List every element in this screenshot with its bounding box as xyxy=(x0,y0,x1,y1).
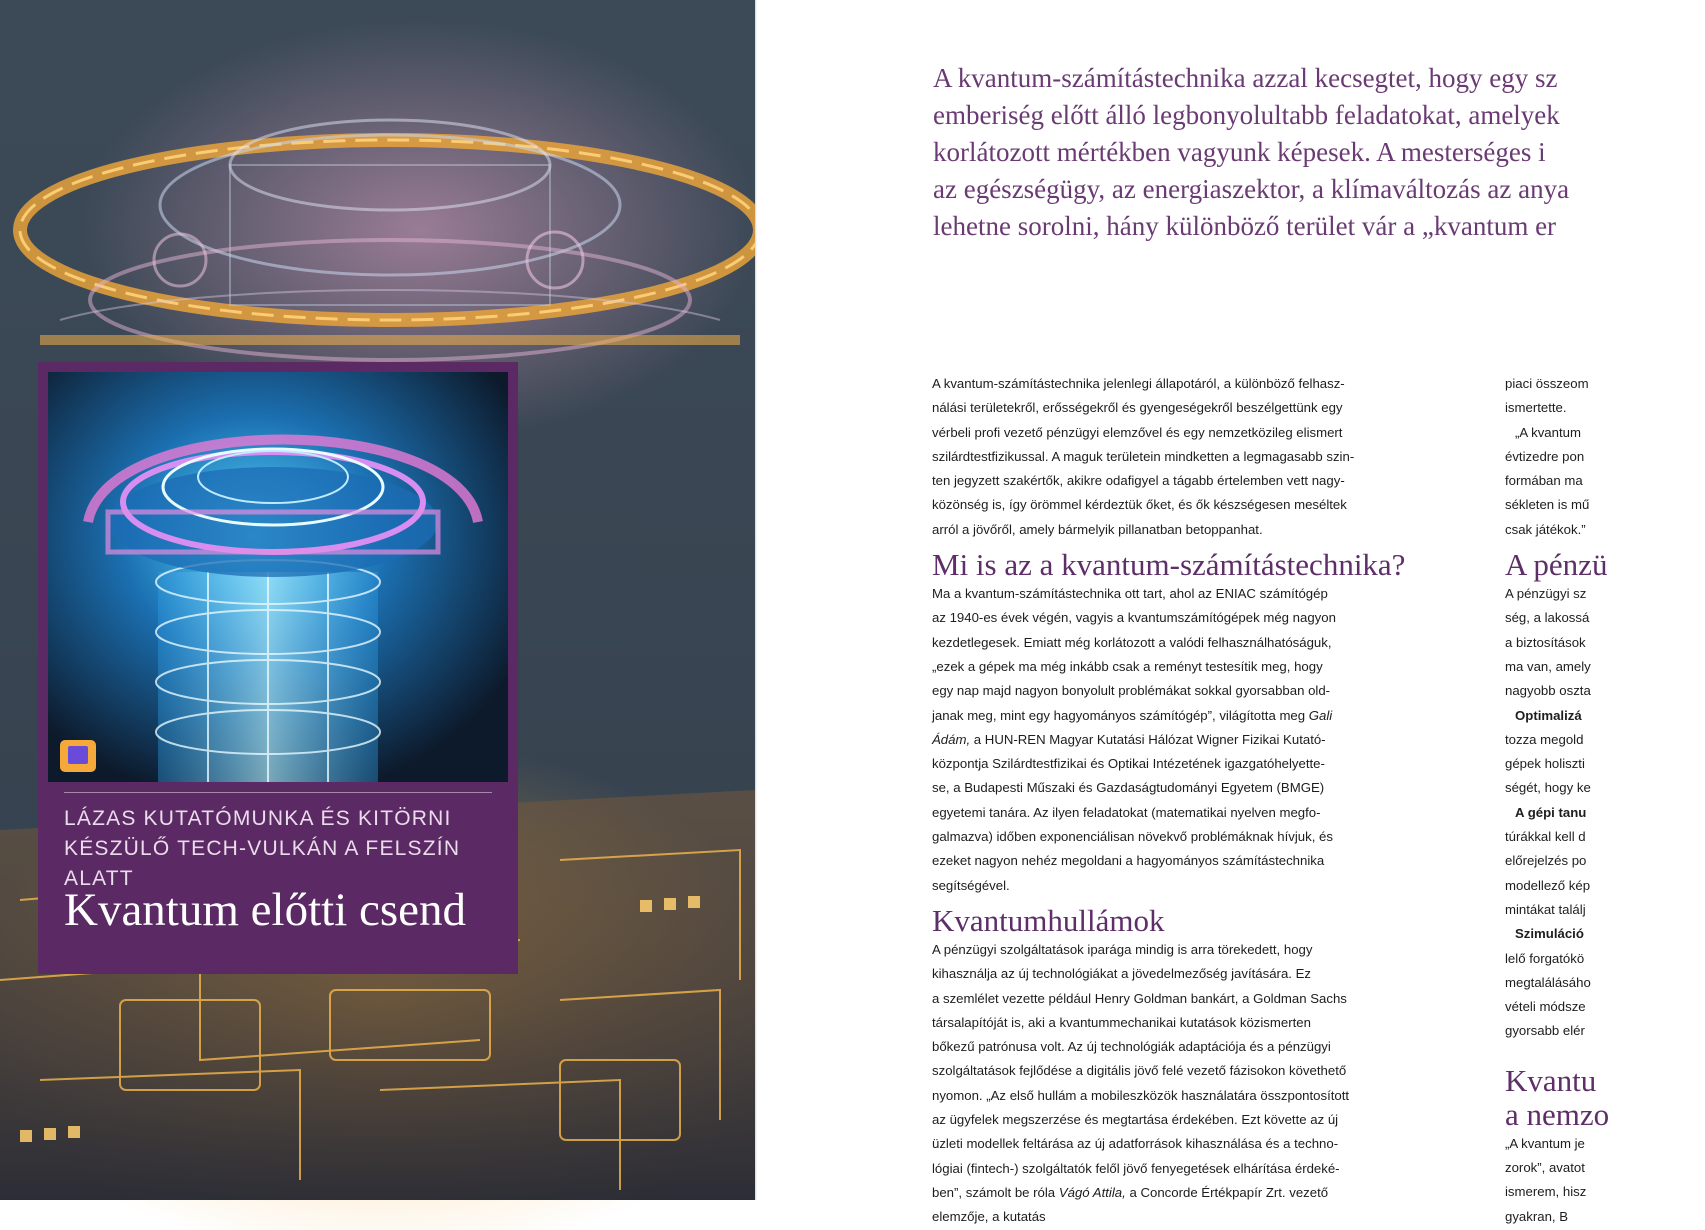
person-name: Gali xyxy=(1308,707,1333,723)
body-line: piaci összeom xyxy=(1505,376,1589,391)
body-line: évtizedre pon xyxy=(1505,448,1585,464)
run-in-heading: Optimalizá xyxy=(1515,707,1582,723)
body-line: A pénzügyi sz xyxy=(1505,586,1587,602)
body-line: galmazva) időben exponenciálisan növekvő problémáknak hívjuk, és xyxy=(932,829,1333,845)
body-line: szolgáltatások fejlődése a digitális jövő felé vezető fázisokon követhető xyxy=(932,1063,1347,1079)
person-name: Ádám, xyxy=(932,731,971,747)
body-line: A pénzügyi szolgáltatások iparága mindig is arra törekedett, hogy xyxy=(932,941,1313,957)
body-line: az ügyfelek megszerzése és megtartása érdekében. Ezt követte az új xyxy=(932,1112,1339,1128)
body-line: „A kvantum je xyxy=(1505,1135,1585,1151)
body-line: kihasználja az új technológiákat a jövedelmezőség javítására. Ez xyxy=(932,966,1311,982)
lead-paragraph xyxy=(933,60,1693,245)
body-text: ben”, számolt be róla xyxy=(932,1184,1056,1200)
body-line: elemzője, a kutatás xyxy=(932,1209,1046,1225)
body-line: ismertette. xyxy=(1505,400,1567,416)
body-line: közönség is, így örömmel kérdeztük őket, és ők készségesen meséltek xyxy=(932,497,1347,513)
body-line: lógiai (fintech-) szolgáltatók felől jövő fenyegetések elhárítása érdeké- xyxy=(932,1160,1340,1176)
body-line: ezeket nagyon nehéz megoldani a hagyományos számítástechnika xyxy=(932,853,1325,869)
body-line xyxy=(1505,801,1705,825)
body-line: kezdetlegesek. Emiatt még korlátozott a valódi felhasználhatóságuk, xyxy=(932,634,1332,650)
body-line: arról a jövőről, amely bármelyik pillanatban betoppanhat. xyxy=(932,521,1263,537)
body-line xyxy=(932,728,1402,752)
body-line: gyakran, B xyxy=(1505,1208,1569,1224)
body-line xyxy=(932,704,1402,728)
section-heading: a nemzo xyxy=(1505,1096,1610,1132)
body-line: tozza megold xyxy=(1505,731,1584,747)
body-line: ten jegyzett szakértők, akikre odafigyel a tágabb értelemben vett nagy- xyxy=(932,473,1345,489)
quantum-cylinder-illustration xyxy=(48,372,508,782)
section-heading: Kvantumhullámok xyxy=(932,902,1165,938)
body-line: „ezek a gépek ma még inkább csak a reményt testesítik meg, hogy xyxy=(932,658,1323,674)
body-line: nyomon. „Az első hullám a mobileszközök használatára összpontosított xyxy=(932,1087,1350,1103)
body-line: túrákkal kell d xyxy=(1505,829,1586,845)
body-line: előrejelzés po xyxy=(1505,853,1587,869)
lead-line: emberiség előtt álló legbonyolultabb feladatokat, amelyek xyxy=(933,100,1560,130)
body-line: sékleten is mű xyxy=(1505,497,1590,513)
body-line: a biztosítások xyxy=(1505,634,1586,650)
body-line: Ma a kvantum-számítástechnika ott tart, ahol az ENIAC számítógép xyxy=(932,586,1328,602)
body-line xyxy=(932,1181,1402,1205)
body-line: megtalálásáho xyxy=(1505,974,1591,990)
body-text: a HUN-REN Magyar Kutatási Hálózat Wigner Fizikai Kutató- xyxy=(973,731,1326,747)
article-column-2 xyxy=(1505,372,1705,1229)
body-line: gyorsabb elér xyxy=(1505,1023,1585,1039)
body-line: szilárdtestfizikussal. A maguk területein mindketten a legmagasabb szin- xyxy=(932,448,1355,464)
body-line: ismerem, hisz xyxy=(1505,1184,1587,1200)
article-column-1 xyxy=(932,372,1406,1230)
lead-line: az egészségügy, az energiaszektor, a klímaváltozás az anya xyxy=(933,174,1570,204)
body-line: üzleti modellek feltárása az új adatforrások kihasználása és a techno- xyxy=(932,1136,1339,1152)
divider xyxy=(64,792,492,793)
body-line: mintákat találj xyxy=(1505,901,1586,917)
body-line: ségét, hogy ke xyxy=(1505,780,1591,796)
body-text: janak meg, mint egy hagyományos számítógép”, világította meg xyxy=(932,707,1306,723)
body-line: formában ma xyxy=(1505,473,1583,489)
body-line: segítségével. xyxy=(932,877,1010,893)
body-line: modellező kép xyxy=(1505,877,1591,893)
body-line: vérbeli profi vezető pénzügyi elemzővel és egy nemzetközileg elismert xyxy=(932,424,1343,440)
body-line xyxy=(1505,704,1705,728)
body-line: lelő forgatókö xyxy=(1505,950,1585,966)
section-heading: A pénzü xyxy=(1505,547,1608,583)
kicker-line: LÁZAS KUTATÓMUNKA ÉS KITÖRNI xyxy=(64,807,452,830)
body-line: nálási területekről, erősségekről és gyengeségekről beszélgettünk egy xyxy=(932,400,1343,416)
body-line: egyetemi tanára. Az ilyen feladatokat (matematikai nyelven megfo- xyxy=(932,804,1321,820)
body-line xyxy=(1505,922,1705,946)
run-in-heading: Szimuláció xyxy=(1515,926,1584,942)
body-text: a Concorde Értékpapír Zrt. vezető xyxy=(1129,1184,1329,1200)
feature-kicker xyxy=(64,804,504,894)
section-heading: Kvantu xyxy=(1505,1062,1597,1098)
lead-line: lehetne sorolni, hány különböző terület vár a „kvantum er xyxy=(933,211,1557,241)
lead-line: A kvantum-számítástechnika azzal kecsegtet, hogy egy sz xyxy=(933,63,1558,93)
body-line: ség, a lakossá xyxy=(1505,610,1590,626)
body-line: gépek holiszti xyxy=(1505,756,1585,772)
body-line: A kvantum-számítástechnika jelenlegi állapotáról, a különböző felhasz- xyxy=(932,376,1345,391)
body-line: csak játékok.” xyxy=(1505,521,1586,537)
body-line: nagyobb oszta xyxy=(1505,683,1591,699)
article-page xyxy=(757,0,1610,1225)
section-heading: Mi is az a kvantum-számítástechnika? xyxy=(932,547,1406,583)
body-line: a szemlélet vezette például Henry Goldman bankárt, a Goldman Sachs xyxy=(932,990,1347,1006)
body-line: vételi módsze xyxy=(1505,999,1586,1015)
kicker-line: KÉSZÜLŐ TECH-VULKÁN A FELSZÍN ALATT xyxy=(64,837,461,890)
body-line: ma van, amely xyxy=(1505,658,1591,674)
body-line: az 1940-es évek végén, vagyis a kvantumszámítógépek még nagyon xyxy=(932,610,1336,626)
body-line: zorok”, avatot xyxy=(1505,1160,1585,1176)
body-line: társalapítóját is, aki a kvantummechanikai kutatások közismerten xyxy=(932,1014,1311,1030)
body-line: bőkezű patrónusa volt. Az új technológiák adaptációja és a pénzügyi xyxy=(932,1039,1331,1055)
feature-title-box xyxy=(38,362,518,974)
feature-title: Kvantum előtti csend xyxy=(64,884,467,936)
body-line: központja Szilárdtestfizikai és Optikai Intézetének igazgatóhelyette- xyxy=(932,756,1325,772)
body-line: „A kvantum xyxy=(1515,424,1581,440)
body-line: egy nap majd nagyon bonyolult problémákat sokkal gyorsabban old- xyxy=(932,683,1331,699)
quantum-cylinder-image xyxy=(48,372,508,782)
run-in-heading: A gépi tanu xyxy=(1515,804,1587,820)
lead-line: korlátozott mértékben vagyunk képesek. A mesterséges i xyxy=(933,137,1546,167)
body-line: se, a Budapesti Műszaki és Gazdaságtudományi Egyetem (BMGE) xyxy=(932,780,1325,796)
person-name: Vágó Attila, xyxy=(1058,1184,1126,1200)
